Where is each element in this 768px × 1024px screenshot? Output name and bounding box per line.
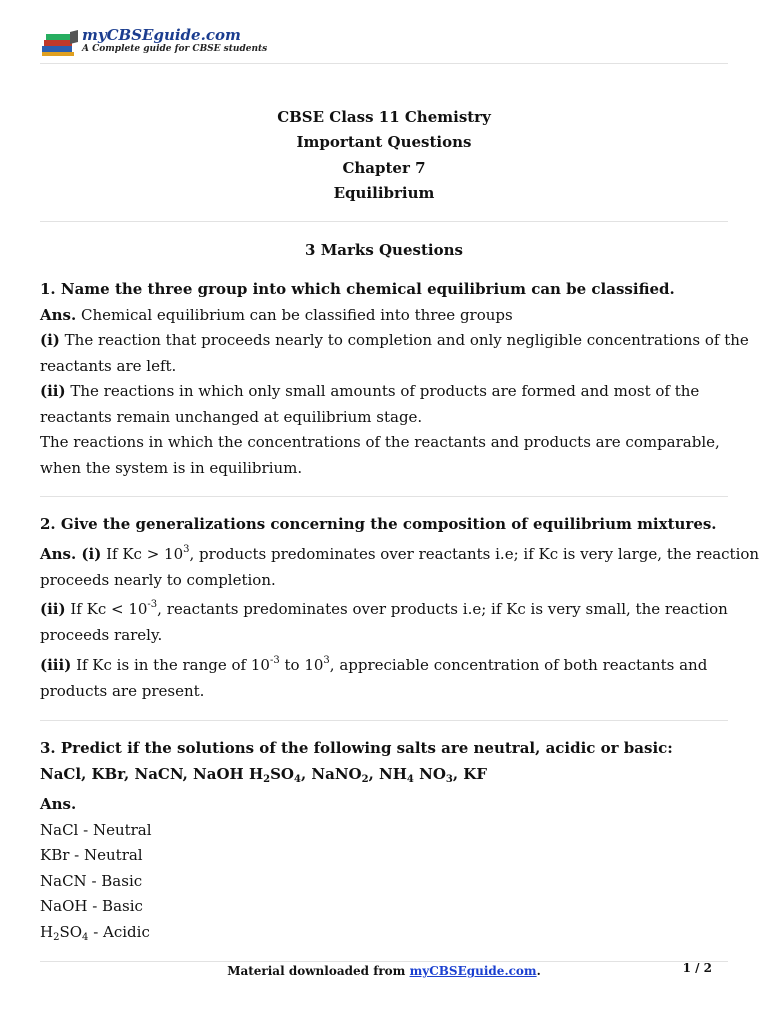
salt-text: NO [413, 764, 446, 783]
answer-item: NaCN - Basic [40, 871, 143, 890]
q2-a3-line2: products are present. [40, 681, 205, 700]
salt-sub: 4 [294, 773, 301, 785]
footer-link[interactable]: myCBSEguide.com [409, 964, 537, 978]
q2-a2-post: , reactants predominates over products i.e; if Kc is very small, the reaction [157, 600, 728, 618]
q1-point-ii-text: The reactions in which only small amounts of products are formed and most of the [65, 382, 700, 400]
question-3 [40, 736, 728, 787]
salt-text: NaCl, KBr, NaCN, NaOH H [40, 764, 264, 783]
answer-text: - Acidic [88, 922, 150, 941]
question-2 [40, 512, 728, 538]
question-1-text: 1. Name the three group into which chemical equilibrium can be classified. [40, 280, 675, 298]
q2-answer-i [40, 542, 760, 593]
question-2-text: 2. Give the generalizations concerning the composition of equilibrium mixtures. [40, 515, 717, 533]
q1-point-iii: The reactions in which the concentrations of the reactants and products are comparable, [40, 433, 720, 451]
q2-a1-sup: 3 [183, 544, 190, 555]
answer-label: Ans. [40, 795, 77, 813]
q1-point-ii-cont: reactants remain unchanged at equilibrium stage. [40, 407, 423, 426]
q1-point-i-text: The reaction that proceeds nearly to completion and only negligible concentrations of the [59, 331, 749, 349]
q1-point-ii [40, 379, 728, 405]
salt-sub: 4 [406, 773, 414, 785]
footer [0, 964, 768, 978]
salt-text: , KF [452, 764, 487, 783]
q2-a1-pre: If Kc > 10 [101, 545, 184, 563]
q3-answers [40, 792, 728, 945]
divider [40, 496, 728, 497]
question-3-text: 3. Predict if the solutions of the following salts are neutral, acidic or basic: [40, 739, 673, 757]
q2-a3-pre: If Kc is in the range of 10 [71, 656, 270, 674]
salt-text: , NH [368, 764, 407, 783]
question-1 [40, 277, 749, 481]
q1-answer-intro [40, 303, 728, 329]
divider [40, 221, 728, 222]
q2-a1-line2: proceeds nearly to completion. [40, 570, 276, 589]
header-divider [40, 63, 728, 64]
answer-text: SO [59, 922, 83, 941]
answer-label: Ans. [40, 305, 77, 324]
q2-a1-post: , products predominates over reactants i.e; if Kc is very large, the reaction [189, 545, 760, 563]
q2-a2-pre: If Kc < 10 [65, 600, 148, 618]
section-heading: 3 Marks Questions [305, 241, 463, 259]
page-number: 1 / 2 [682, 961, 712, 975]
answer-item: NaCl - Neutral [40, 820, 152, 839]
q2-a2-line2: proceeds rarely. [40, 625, 163, 644]
salt-text: SO [270, 764, 294, 783]
books-icon [40, 28, 80, 58]
salt-sub: 2 [263, 773, 271, 785]
q2-a3-sup2: 3 [323, 655, 330, 666]
footer-end: . [536, 964, 541, 978]
point-label: (ii) [40, 382, 66, 400]
salt-sub: 2 [361, 773, 369, 785]
q1-point-i-cont: reactants are left. [40, 356, 177, 375]
divider [40, 720, 728, 721]
q1-point-i [40, 328, 749, 354]
point-label: (i) [40, 331, 60, 349]
title-line-1: CBSE Class 11 Chemistry [277, 108, 491, 126]
answer-item: KBr - Neutral [40, 846, 143, 864]
q2-answer-ii [40, 597, 728, 648]
title-line-2: Important Questions [296, 133, 472, 151]
q2-a3-sup1: -3 [269, 655, 280, 666]
q3-salts [40, 762, 728, 788]
q1-ans-text: Chemical equilibrium can be classified into three groups [76, 305, 513, 324]
q2-a3-post: , appreciable concentration of both reactants and [329, 656, 708, 674]
q2-a2-sup: -3 [147, 599, 158, 610]
salt-text: , NaNO [300, 764, 362, 783]
title-line-3: Chapter 7 [342, 159, 426, 177]
salt-sub: 3 [445, 773, 453, 785]
brand-name: myCBSEguide.com [82, 26, 241, 44]
footer-text: Material downloaded from [227, 964, 410, 978]
answer-label: Ans. (i) [40, 545, 102, 563]
q2-a3-mid: to 10 [279, 656, 324, 674]
point-label: (iii) [40, 656, 72, 674]
answer-text: H [40, 922, 54, 941]
q2-answer-iii [40, 653, 728, 704]
site-logo[interactable] [40, 26, 268, 60]
answer-item [40, 920, 728, 946]
title-line-4: Equilibrium [333, 184, 435, 202]
brand-tagline: A Complete guide for CBSE students [82, 44, 268, 54]
point-label: (ii) [40, 600, 66, 618]
q1-point-iii-cont: when the system is in equilibrium. [40, 458, 303, 477]
answer-sub: 4 [82, 931, 89, 943]
answer-sub: 2 [53, 931, 60, 943]
answer-item: NaOH - Basic [40, 897, 143, 915]
footer-divider [40, 961, 728, 962]
